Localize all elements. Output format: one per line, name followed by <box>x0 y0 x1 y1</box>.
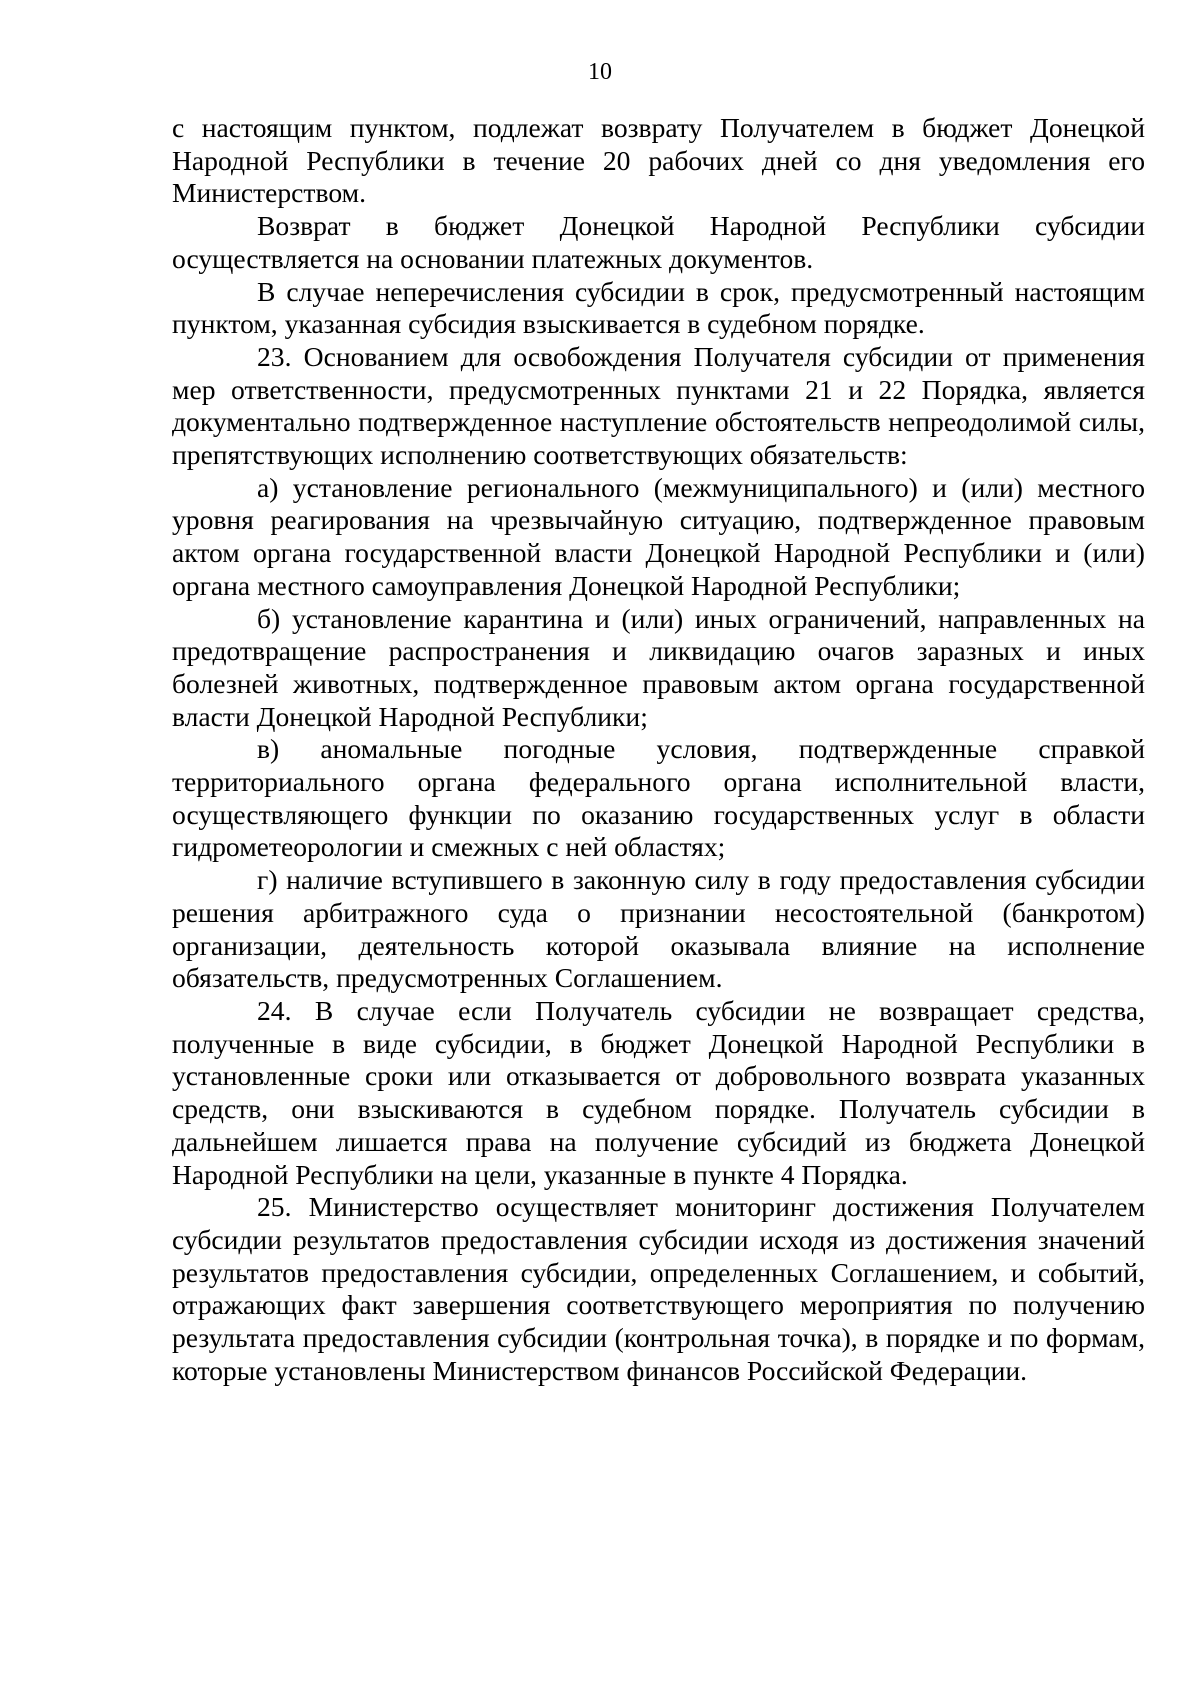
paragraph-continuation: с настоящим пунктом, подлежат возврату Получателем в бюджет Донецкой Народной Республики в течение 20 рабочих дней со дня уведомления его Министерством. <box>172 112 1145 209</box>
paragraph-item-23-v: в) аномальные погодные условия, подтвержденные справкой территориального органа федерального органа исполнительной власти, осуществляющего функции по оказанию государственных услуг в области гидрометеорологии и смежных с ней областях; <box>172 733 1145 863</box>
document-body <box>172 112 1145 1387</box>
paragraph-item-23: 23. Основанием для освобождения Получателя субсидии от применения мер ответственности, предусмотренных пунктами 21 и 22 Порядка, является документально подтвержденное наступление обстоятельств непреодолимой силы, препятствующих исполнению соответствующих обязательств: <box>172 340 1145 471</box>
paragraph-item-23-a: а) установление регионального (межмуниципального) и (или) местного уровня реагирования на чрезвычайную ситуацию, подтвержденное правовым актом органа государственной власти Донецкой Народной Республики и (или) органа местного самоуправления Донецкой Народной Республики; <box>172 471 1145 601</box>
page-number: 10 <box>588 59 612 85</box>
paragraph-item-25: 25. Министерство осуществляет мониторинг достижения Получателем субсидии результатов предоставления субсидии исходя из достижения значений результатов предоставления субсидии, определенных Соглашением, и событий, отражающих факт завершения соответствующего мероприятия по получению результата предоставления субсидии (контрольная точка), в порядке и по формам, которые установлены Министерством финансов Российской Федерации. <box>172 1191 1145 1386</box>
paragraph-recovery-court: В случае неперечисления субсидии в срок, предусмотренный настоящим пунктом, указанная субсидия взыскивается в судебном порядке. <box>172 275 1145 340</box>
paragraph-item-24: 24. В случае если Получатель субсидии не возвращает средства, полученные в виде субсидии, в бюджет Донецкой Народной Республики в установленные сроки или отказывается от добровольного возврата указанных средств, они взыскиваются в судебном порядке. Получатель субсидии в дальнейшем лишается права на получение субсидий из бюджета Донецкой Народной Республики на цели, указанные в пункте 4 Порядка. <box>172 994 1145 1190</box>
paragraph-refund-basis: Возврат в бюджет Донецкой Народной Республики субсидии осуществляется на основании платежных документов. <box>172 210 1145 274</box>
paragraph-item-23-b: б) установление карантина и (или) иных ограничений, направленных на предотвращение распространения и ликвидацию очагов заразных и иных болезней животных, подтвержденное правовым актом органа государственной власти Донецкой Народной Республики; <box>172 602 1145 732</box>
paragraph-item-23-g: г) наличие вступившего в законную силу в году предоставления субсидии решения арбитражного суда о признании несостоятельной (банкротом) организации, деятельность которой оказывала влияние на исполнение обязательств, предусмотренных Соглашением. <box>172 864 1145 994</box>
